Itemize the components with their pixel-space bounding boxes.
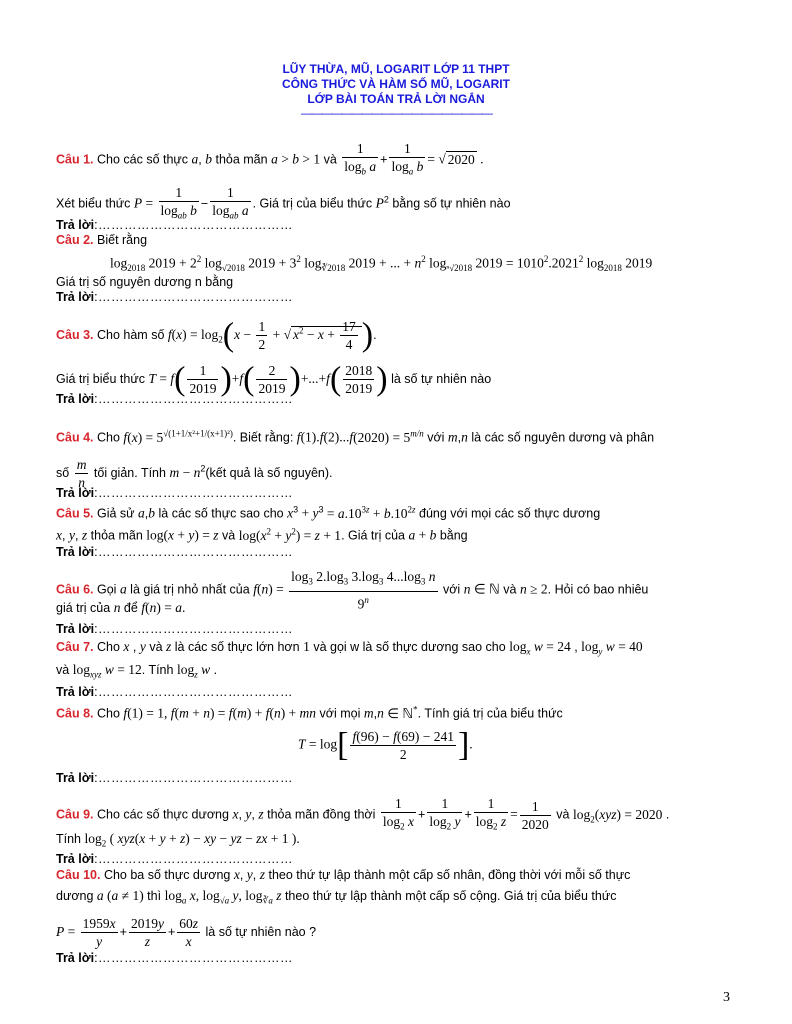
question-7-line-2: và $\log_{xyz} w = 12$. Tính $\log_z w$ .	[56, 662, 218, 680]
question-9-line-2: Tính $\log_2$ ( xyz(x + y + z) − xy − yz − zx + 1 ).	[56, 831, 300, 849]
title-rule: ———————————————————	[301, 106, 491, 120]
page-number: 3	[723, 990, 730, 1005]
question-1-line-2: Xét biểu thức P = $\frac{1}{\log_{ab} b}$ − $\frac{1}{\log_{ab} a}$ . Giá trị của biểu thức $P^2$ bằng số tự nhiên nào	[56, 185, 511, 221]
question-4-line-2: số $\frac{m}{n}$ tối giản. Tính $m - n^2(kết$ quả là số nguyên).	[56, 457, 333, 490]
answer-line-4[interactable]: Trả lời:………………………………………	[56, 486, 294, 500]
answer-line-8[interactable]: Trả lời:………………………………………	[56, 771, 294, 785]
question-2-formula: $\log_{2018} 2019 + 2^2$ $\log_{√2018} 2019 + 3^2$ $\log_{∛2018} 2019$ + ... + $n^2$ $\log_{^n√2018} 2019 = 1010^2.2021^2$ $\log_{2018} 2019$	[110, 254, 653, 274]
question-9-line-1: Câu 9. Cho các số thực dương x, y, z thỏa mãn đồng thời $\frac{1}{\log_2 x}$ + $\frac{1}{\log_2 y}$ + $\frac{1}{\log_2 z}$ = $\frac{1}{2020}$ và $\log_2(xyz) = 2020$ .	[56, 796, 670, 832]
question-5-line-1: Câu 5. Giả sử a,b là các số thực sao cho $x^3 + y^3 = a.10^{3z} + b.10^{2z}$ đúng với mọi các số thực dương	[56, 504, 601, 521]
answer-line-1[interactable]: Trả lời:………………………………………	[56, 218, 294, 232]
question-10-line-1: Câu 10. Cho ba số thực dương x, y, z theo thứ tự lập thành một cấp số nhân, đồng thời với mỗi số thực	[56, 867, 631, 882]
question-10-line-3: P = $\frac{1959x}{y}$ + $\frac{2019y}{z}$ + $\frac{60z}{x}$ là số tự nhiên nào ?	[56, 916, 317, 949]
answer-line-5[interactable]: Trả lời:………………………………………	[56, 545, 294, 559]
question-8-formula: T = log[ $\frac{f(96) - f(69) - 241}{2}$ ].	[298, 726, 473, 764]
title-line-1: LŨY THỪA, MŨ, LOGARIT LỚP 11 THPT	[282, 62, 510, 76]
question-6-line-2: giá trị của n để f(n) = a.	[56, 600, 186, 615]
question-6-line-1: Câu 6. Gọi a là giá trị nhỏ nhất của f(n) = $\frac{\log_3 2.\log_3 3.\log_3 4...\log_3 n}{9^n}$ với n ∈ ℕ và n ≥ 2. Hỏi có bao nhiêu	[56, 569, 649, 612]
answer-line-6[interactable]: Trả lời:………………………………………	[56, 622, 294, 636]
answer-line-9[interactable]: Trả lời:………………………………………	[56, 852, 294, 866]
question-5-line-2: x, y, z thỏa mãn log(x + y) = z và $\log(x^2 + y^2) = z + 1$. Giá trị của a + b bằng	[56, 526, 468, 543]
question-2-line-2: Giá trị số nguyên dương n bằng	[56, 275, 234, 289]
question-3-line-1: Câu 3. Cho hàm số $f(x) = \log_2(x$ − $\frac{1}{2}$ + √ $x^2 - x$ + $\frac{17}{4}$ ).	[56, 316, 377, 354]
question-7-line-1: Câu 7. Cho x , y và z là các số thực lớn hơn 1 và gọi w là số thực dương sao cho $\log_x w = 24$ , $\log_y w = 40$	[56, 639, 643, 657]
question-10-line-2: dương a (a ≠ 1) thì $\log_a x$, $\log_{√a} y$, $\log_{∛a} z$ theo thứ tự lập thành một cấp số cộng. Giá trị của biểu thức	[56, 888, 617, 906]
answer-line-2[interactable]: Trả lời:………………………………………	[56, 290, 294, 304]
question-4-line-1: Câu 4. Cho $f(x) = 5^{√(1+1/x^2+1/(x+1)^2)}$. Biết rằng: $f(1).f(2)...f(2020) = 5^{m/n}$ với m,n là các số nguyên dương và phân	[56, 428, 655, 445]
title-line-3: LỚP BÀI TOÁN TRẢ LỜI NGẮN	[307, 92, 485, 106]
title-line-2: CÔNG THỨC VÀ HÀM SỐ MŨ, LOGARIT	[282, 77, 510, 91]
answer-line-7[interactable]: Trả lời:………………………………………	[56, 685, 294, 699]
answer-line-3[interactable]: Trả lời:………………………………………	[56, 392, 294, 406]
question-8-line-1: Câu 8. Cho f(1) = 1, f(m + n) = f(m) + f(n) + mn với mọi m,n ∈ ℕ*. Tính giá trị của biểu thức	[56, 704, 563, 721]
question-2-line-1: Câu 2. Biết rằng	[56, 233, 148, 247]
answer-line-10[interactable]: Trả lời:………………………………………	[56, 951, 294, 965]
question-3-line-2: Giá trị biểu thức T = f( $\frac{1}{2019}$ )+f( $\frac{2}{2019}$ )+...+f( $\frac{2018}{2019}$ ) là số tự nhiên nào	[56, 360, 492, 398]
question-1-line-1: Câu 1. Cho các số thực a, b thỏa mãn a > b > 1 và $\frac{1}{\log_b a}$ + $\frac{1}{\log_a b}$ = √ 2020 .	[56, 141, 484, 177]
